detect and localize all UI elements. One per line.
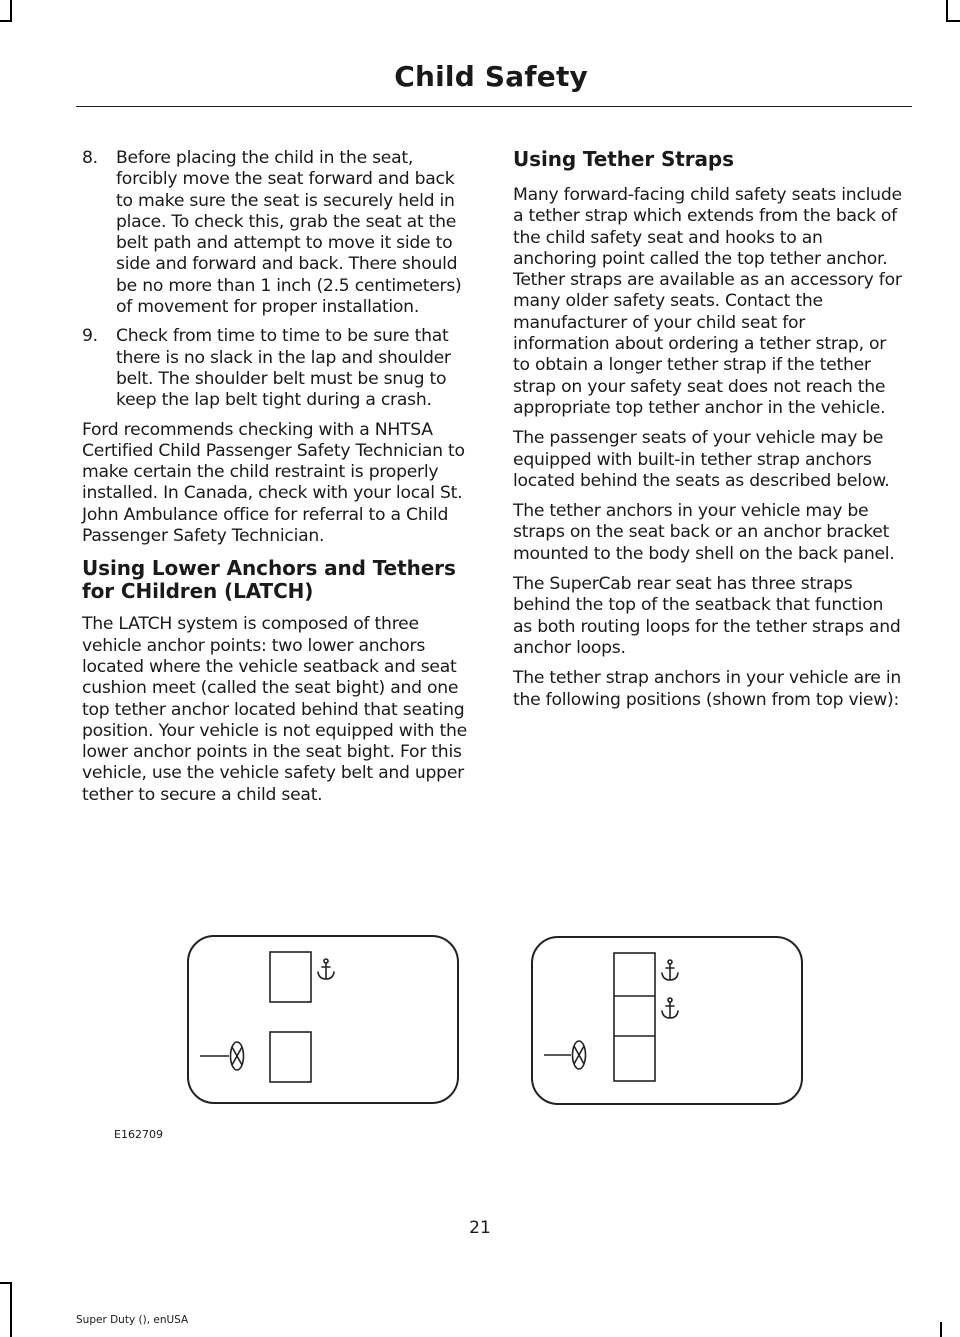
page-number: 21 (469, 1218, 491, 1238)
supercab-diagram (530, 935, 806, 1107)
step-number: 8. (82, 148, 98, 168)
seat-outline (614, 953, 655, 1081)
anchor-icon (318, 959, 334, 979)
latch-paragraph: The LATCH system is composed of three vehicle anchor points: two lower anchors located where the vehicle seatback and seat cushion meet (called the seat bight) and one top tether anchor located behind that seating position. Your vehicle is not equipped with the lower anchor points in the seat bight. For this vehicle, use the vehicle safety belt and upper tether to secure a child seat. (82, 614, 467, 805)
tether-paragraph: The tether strap anchors in your vehicle are in the following positions (shown from top view): (513, 668, 902, 710)
page-title: Child Safety (394, 60, 588, 93)
crop-mark (946, 20, 960, 22)
crop-mark (0, 20, 12, 22)
seat-outline (270, 952, 311, 1002)
figure-code: E162709 (114, 1128, 163, 1141)
step-text: Before placing the child in the seat, forcibly move the seat forward and back to make sure the seat is securely held in place. To check this, grab the seat at the belt path and attempt to move it side to side and forward and back. There should be no more than 1 inch (2.5 centimeters) of movement for proper installation. (116, 148, 462, 318)
regular-cab-diagram (186, 934, 462, 1106)
tether-paragraph: The SuperCab rear seat has three straps behind the top of the seatback that function as both routing loops for the tether straps and anchor loops. (513, 574, 901, 658)
tether-paragraph: Many forward-facing child safety seats include a tether strap which extends from the back of the child safety seat and hooks to an anchoring point called the top tether anchor. Tether straps are available as an accessory for many older safety seats. Contact the manufacturer of your child seat for information about ordering a tether strap, or to obtain a longer tether strap if the tether strap on your safety seat does not reach the appropriate top tether anchor in the vehicle. (513, 185, 902, 418)
anchor-icon (662, 998, 678, 1018)
step-number: 9. (82, 326, 98, 347)
crop-mark (10, 0, 12, 22)
header-divider (76, 106, 912, 107)
crop-mark (0, 1282, 12, 1284)
step-item (82, 148, 474, 318)
recommendation-paragraph: Ford recommends checking with a NHTSA Certified Child Passenger Safety Technician to make certain the child restraint is properly installed. In Canada, check with your local St. John Ambulance office for referral to a Child Passenger Safety Technician. (82, 419, 465, 547)
step-item (82, 326, 474, 411)
crop-mark (946, 0, 948, 22)
latch-heading: Using Lower Anchors and Tethers for CHildren (LATCH) (82, 556, 456, 604)
steering-wheel-icon (231, 1042, 244, 1070)
tether-heading: Using Tether Straps (513, 147, 734, 171)
left-column (82, 148, 474, 815)
document-footer: Super Duty (), enUSA (76, 1314, 189, 1326)
seat-outline (270, 1032, 311, 1082)
crop-mark (940, 1322, 942, 1337)
steering-wheel-icon (573, 1041, 586, 1069)
anchor-icon (662, 960, 678, 980)
crop-mark (10, 1282, 12, 1337)
right-column (513, 148, 905, 720)
tether-paragraph: The tether anchors in your vehicle may be straps on the seat back or an anchor bracket mounted to the body shell on the back panel. (513, 501, 895, 564)
step-text: Check from time to time to be sure that there is no slack in the lap and shoulder belt. The shoulder belt must be snug to keep the lap belt tight during a crash. (116, 326, 451, 411)
tether-paragraph: The passenger seats of your vehicle may be equipped with built-in tether strap anchors located behind the seats as described below. (513, 428, 890, 491)
